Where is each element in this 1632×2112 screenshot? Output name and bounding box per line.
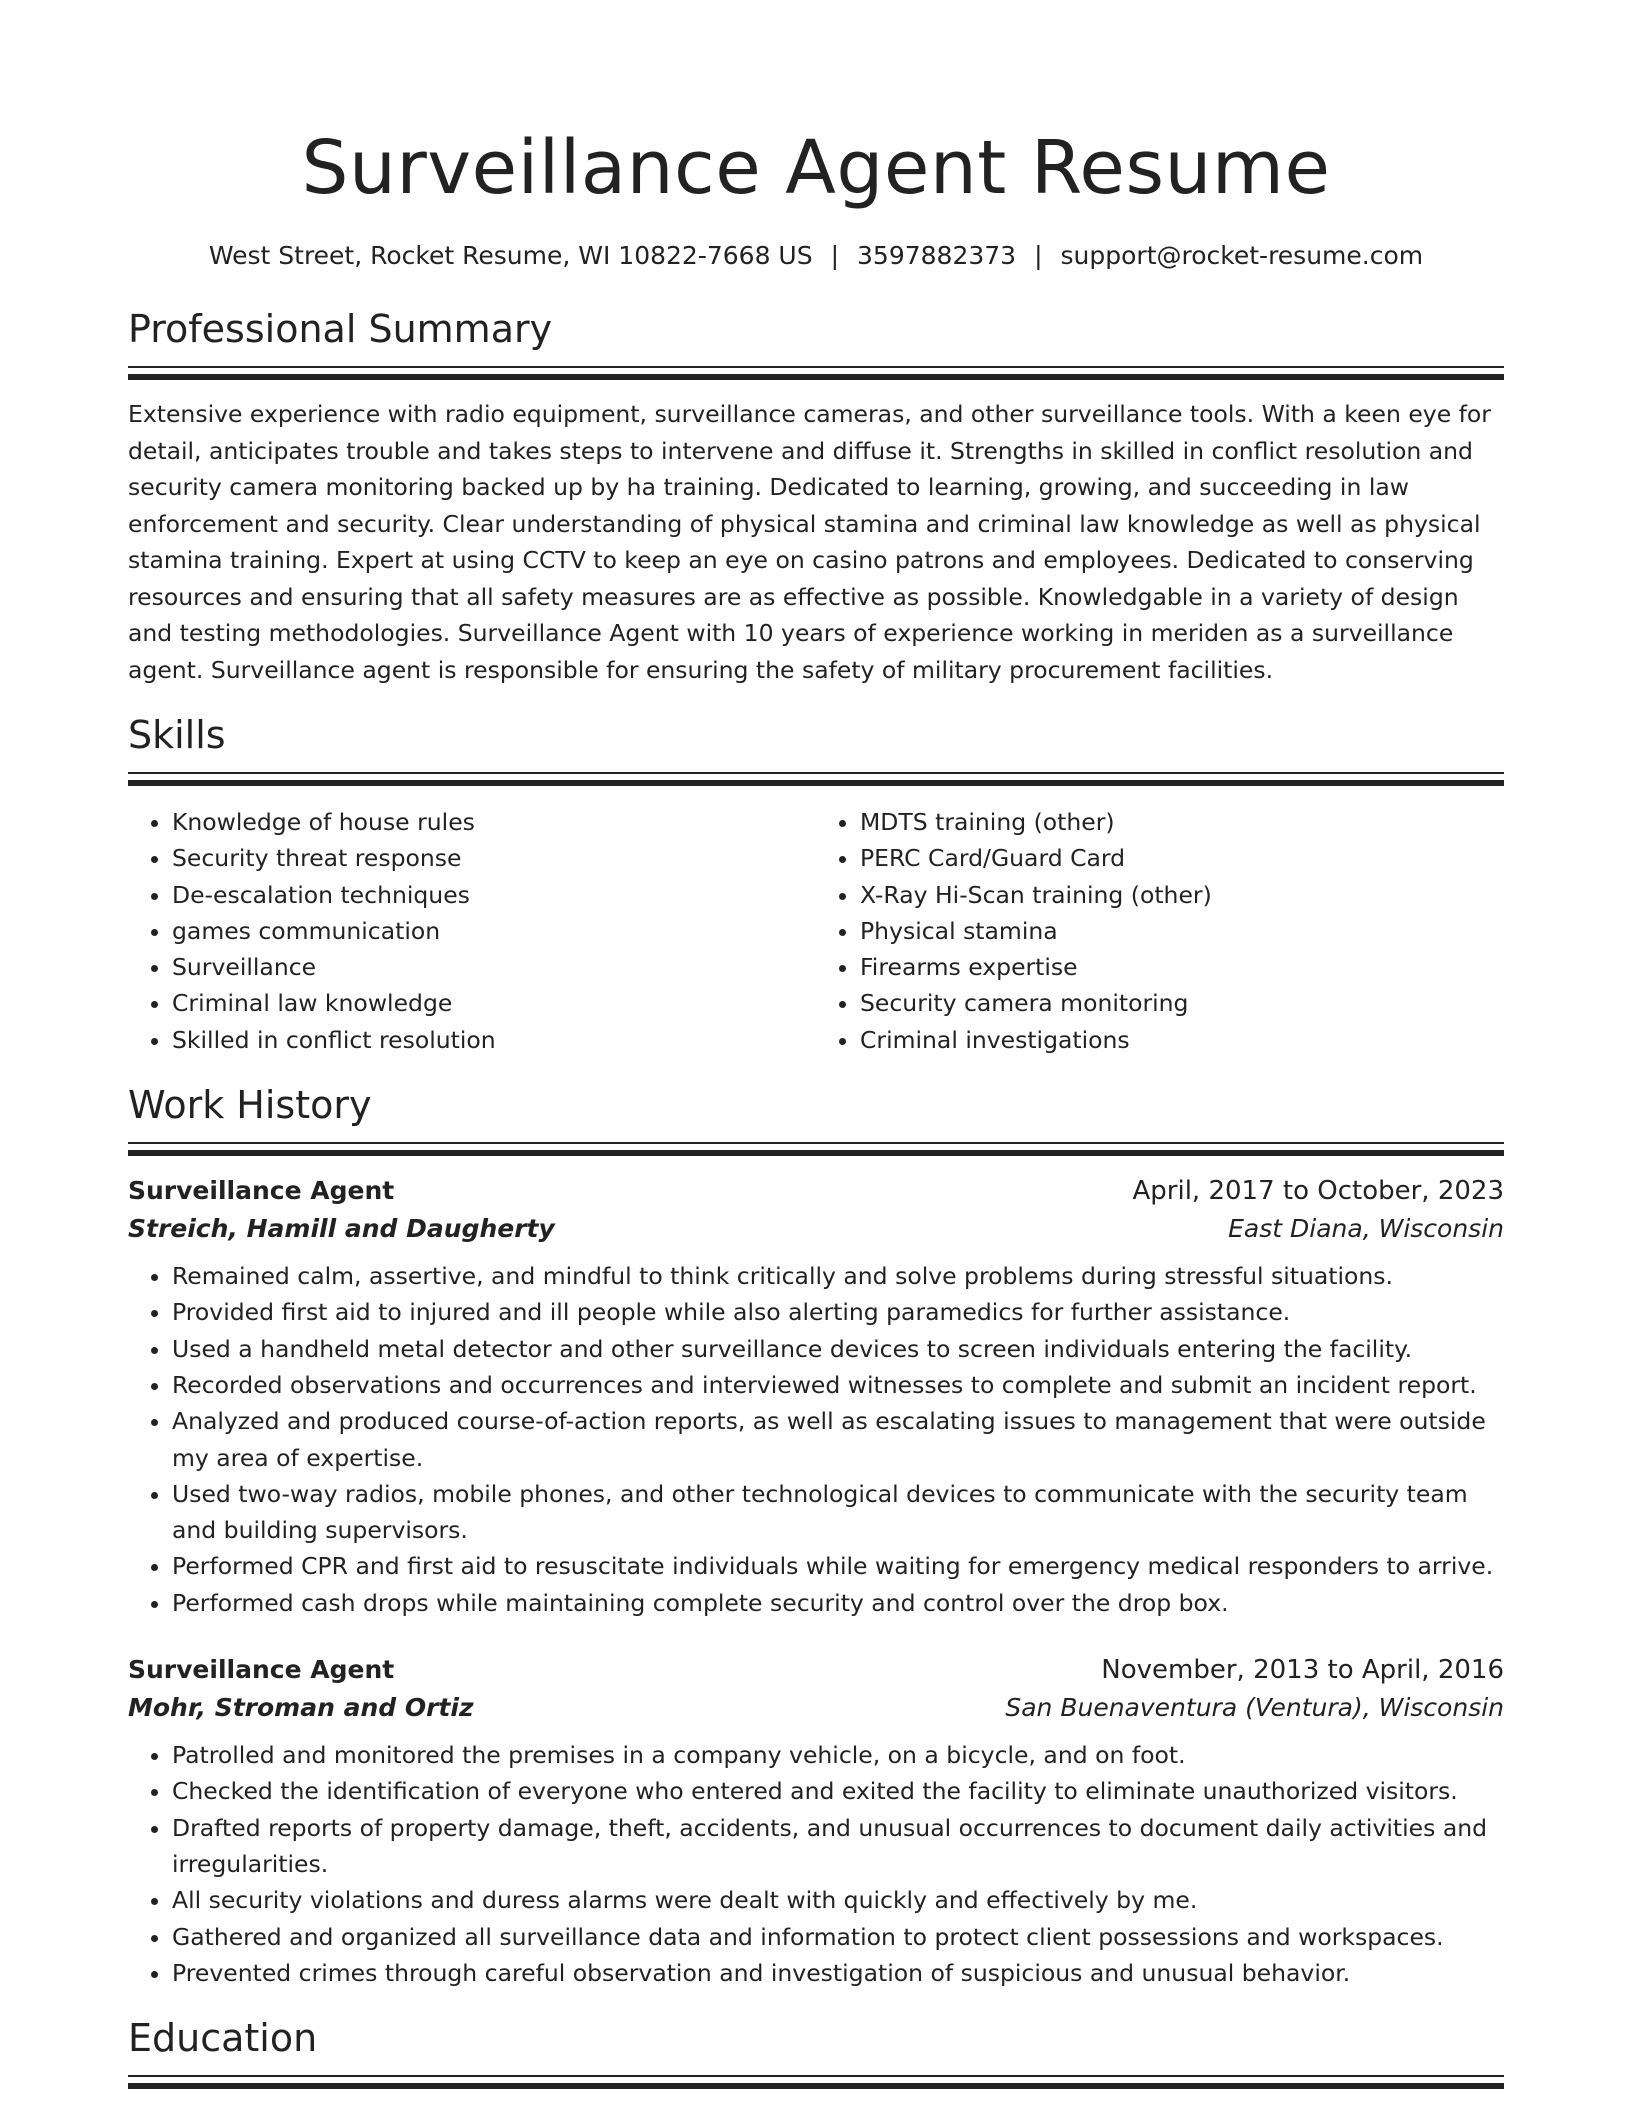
job-dates: November, 2013 to April, 2016 [1101,1655,1504,1686]
job-bullets [128,1737,1504,1991]
summary-section [128,304,1504,688]
section-divider [128,1142,1504,1156]
skill-item: • Knowledge of house rules [172,804,816,840]
job-entry [128,1651,1504,1991]
job-bullet: • Provided first aid to injured and ill people while also alerting paramedics for further assistance. [172,1294,1504,1330]
job-bullet: • Checked the identification of everyone who entered and exited the facility to eliminate unauthorized visitors. [172,1773,1504,1809]
contact-address: West Street, Rocket Resume, WI 10822-7668 US [208,241,813,270]
summary-text: Extensive experience with radio equipment, surveillance cameras, and other surveillance tools. With a keen eye for detail, anticipates trouble and takes steps to intervene and diffuse it. Strengths in skilled in conflict resolution and security camera monitoring backed up by ha training. Dedicated to learning, growing, and succeeding in law enforcement and security. Clear understanding of physical stamina and criminal law knowledge as well as physical stamina training. Expert at using CCTV to keep an eye on casino patrons and employees. Dedicated to conserving resources and ensuring that all safety measures are as effective as possible. Knowledgable in a variety of design and testing methodologies. Surveillance Agent with 10 years of experience working in meriden as a surveillance agent. Surveillance agent is responsible for ensuring the safety of military procurement facilities. [128,400,1491,684]
skill-item: • Criminal law knowledge [172,985,816,1021]
job-bullet: • Prevented crimes through careful observation and investigation of suspicious and unusual behavior. [172,1955,1504,1991]
job-location: San Buenaventura (Ventura), Wisconsin [1005,1693,1504,1723]
section-title-skills: Skills [128,713,226,757]
job-header [128,1172,1504,1210]
skill-item: • Firearms expertise [860,949,1504,985]
job-bullet: • Remained calm, assertive, and mindful to think critically and solve problems during stressful situations. [172,1258,1504,1294]
skill-item: • Security camera monitoring [860,985,1504,1021]
contact-separator: | [1034,241,1043,270]
skill-item: • MDTS training (other) [860,804,1504,840]
job-bullet: • Drafted reports of property damage, theft, accidents, and unusual occurrences to document daily activities and irregularities. [172,1810,1504,1883]
skill-item: • games communication [172,913,816,949]
skills-columns [128,804,1504,1058]
section-divider [128,366,1504,380]
contact-email: support@rocket-resume.com [1060,241,1424,270]
skill-item: • Surveillance [172,949,816,985]
job-header [128,1651,1504,1689]
job-bullet: • Performed cash drops while maintaining complete security and control over the drop box. [172,1585,1504,1621]
skills-list-left [128,804,816,1058]
skill-item: • PERC Card/Guard Card [860,840,1504,876]
skills-list-right [816,804,1504,1058]
section-title-education: Education [128,2016,318,2061]
job-bullet: • Used a handheld metal detector and other surveillance devices to screen individuals entering the facility. [172,1331,1504,1367]
job-location: East Diana, Wisconsin [1228,1214,1504,1244]
section-title-work-history: Work History [128,1083,372,1128]
section-divider [128,772,1504,786]
skills-section [128,710,1504,1058]
job-bullet: • Used two-way radios, mobile phones, and other technological devices to communicate with the security team and building supervisors. [172,1476,1504,1549]
skill-item: • X-Ray Hi-Scan training (other) [860,877,1504,913]
skill-item: • Physical stamina [860,913,1504,949]
job-bullet: • Patrolled and monitored the premises in a company vehicle, on a bicycle, and on foot. [172,1737,1504,1773]
skill-item: • De-escalation techniques [172,877,816,913]
section-divider [128,2075,1504,2089]
job-dates: April, 2017 to October, 2023 [1132,1176,1504,1207]
contact-line [128,238,1504,274]
section-title-summary: Professional Summary [128,307,553,351]
job-title: Surveillance Agent [128,1176,395,1206]
job-subheader [128,1210,1504,1248]
education-section [128,2013,1504,2089]
job-company: Mohr, Stroman and Ortiz [128,1693,474,1723]
job-subheader [128,1689,1504,1727]
skill-item: • Skilled in conflict resolution [172,1022,816,1058]
job-bullet: • Recorded observations and occurrences and interviewed witnesses to complete and submit an incident report. [172,1367,1504,1403]
contact-separator: | [830,241,840,270]
work-history-section [128,1080,1504,1991]
job-company: Streich, Hamill and Daugherty [128,1214,555,1244]
job-bullets [128,1258,1504,1621]
job-bullet: • Analyzed and produced course-of-action reports, as well as escalating issues to management that were outside my area of expertise. [172,1403,1504,1476]
resume-title: Surveillance Agent Resume [301,125,1331,211]
job-bullet: • Performed CPR and first aid to resuscitate individuals while waiting for emergency medical responders to arrive. [172,1548,1504,1584]
job-bullet: • All security violations and duress alarms were dealt with quickly and effectively by me. [172,1882,1504,1918]
contact-phone: 3597882373 [857,241,1017,270]
skill-item: • Security threat response [172,840,816,876]
job-title: Surveillance Agent [128,1655,395,1685]
skill-item: • Criminal investigations [860,1022,1504,1058]
job-entry [128,1172,1504,1621]
job-bullet: • Gathered and organized all surveillance data and information to protect client possessions and workspaces. [172,1919,1504,1955]
